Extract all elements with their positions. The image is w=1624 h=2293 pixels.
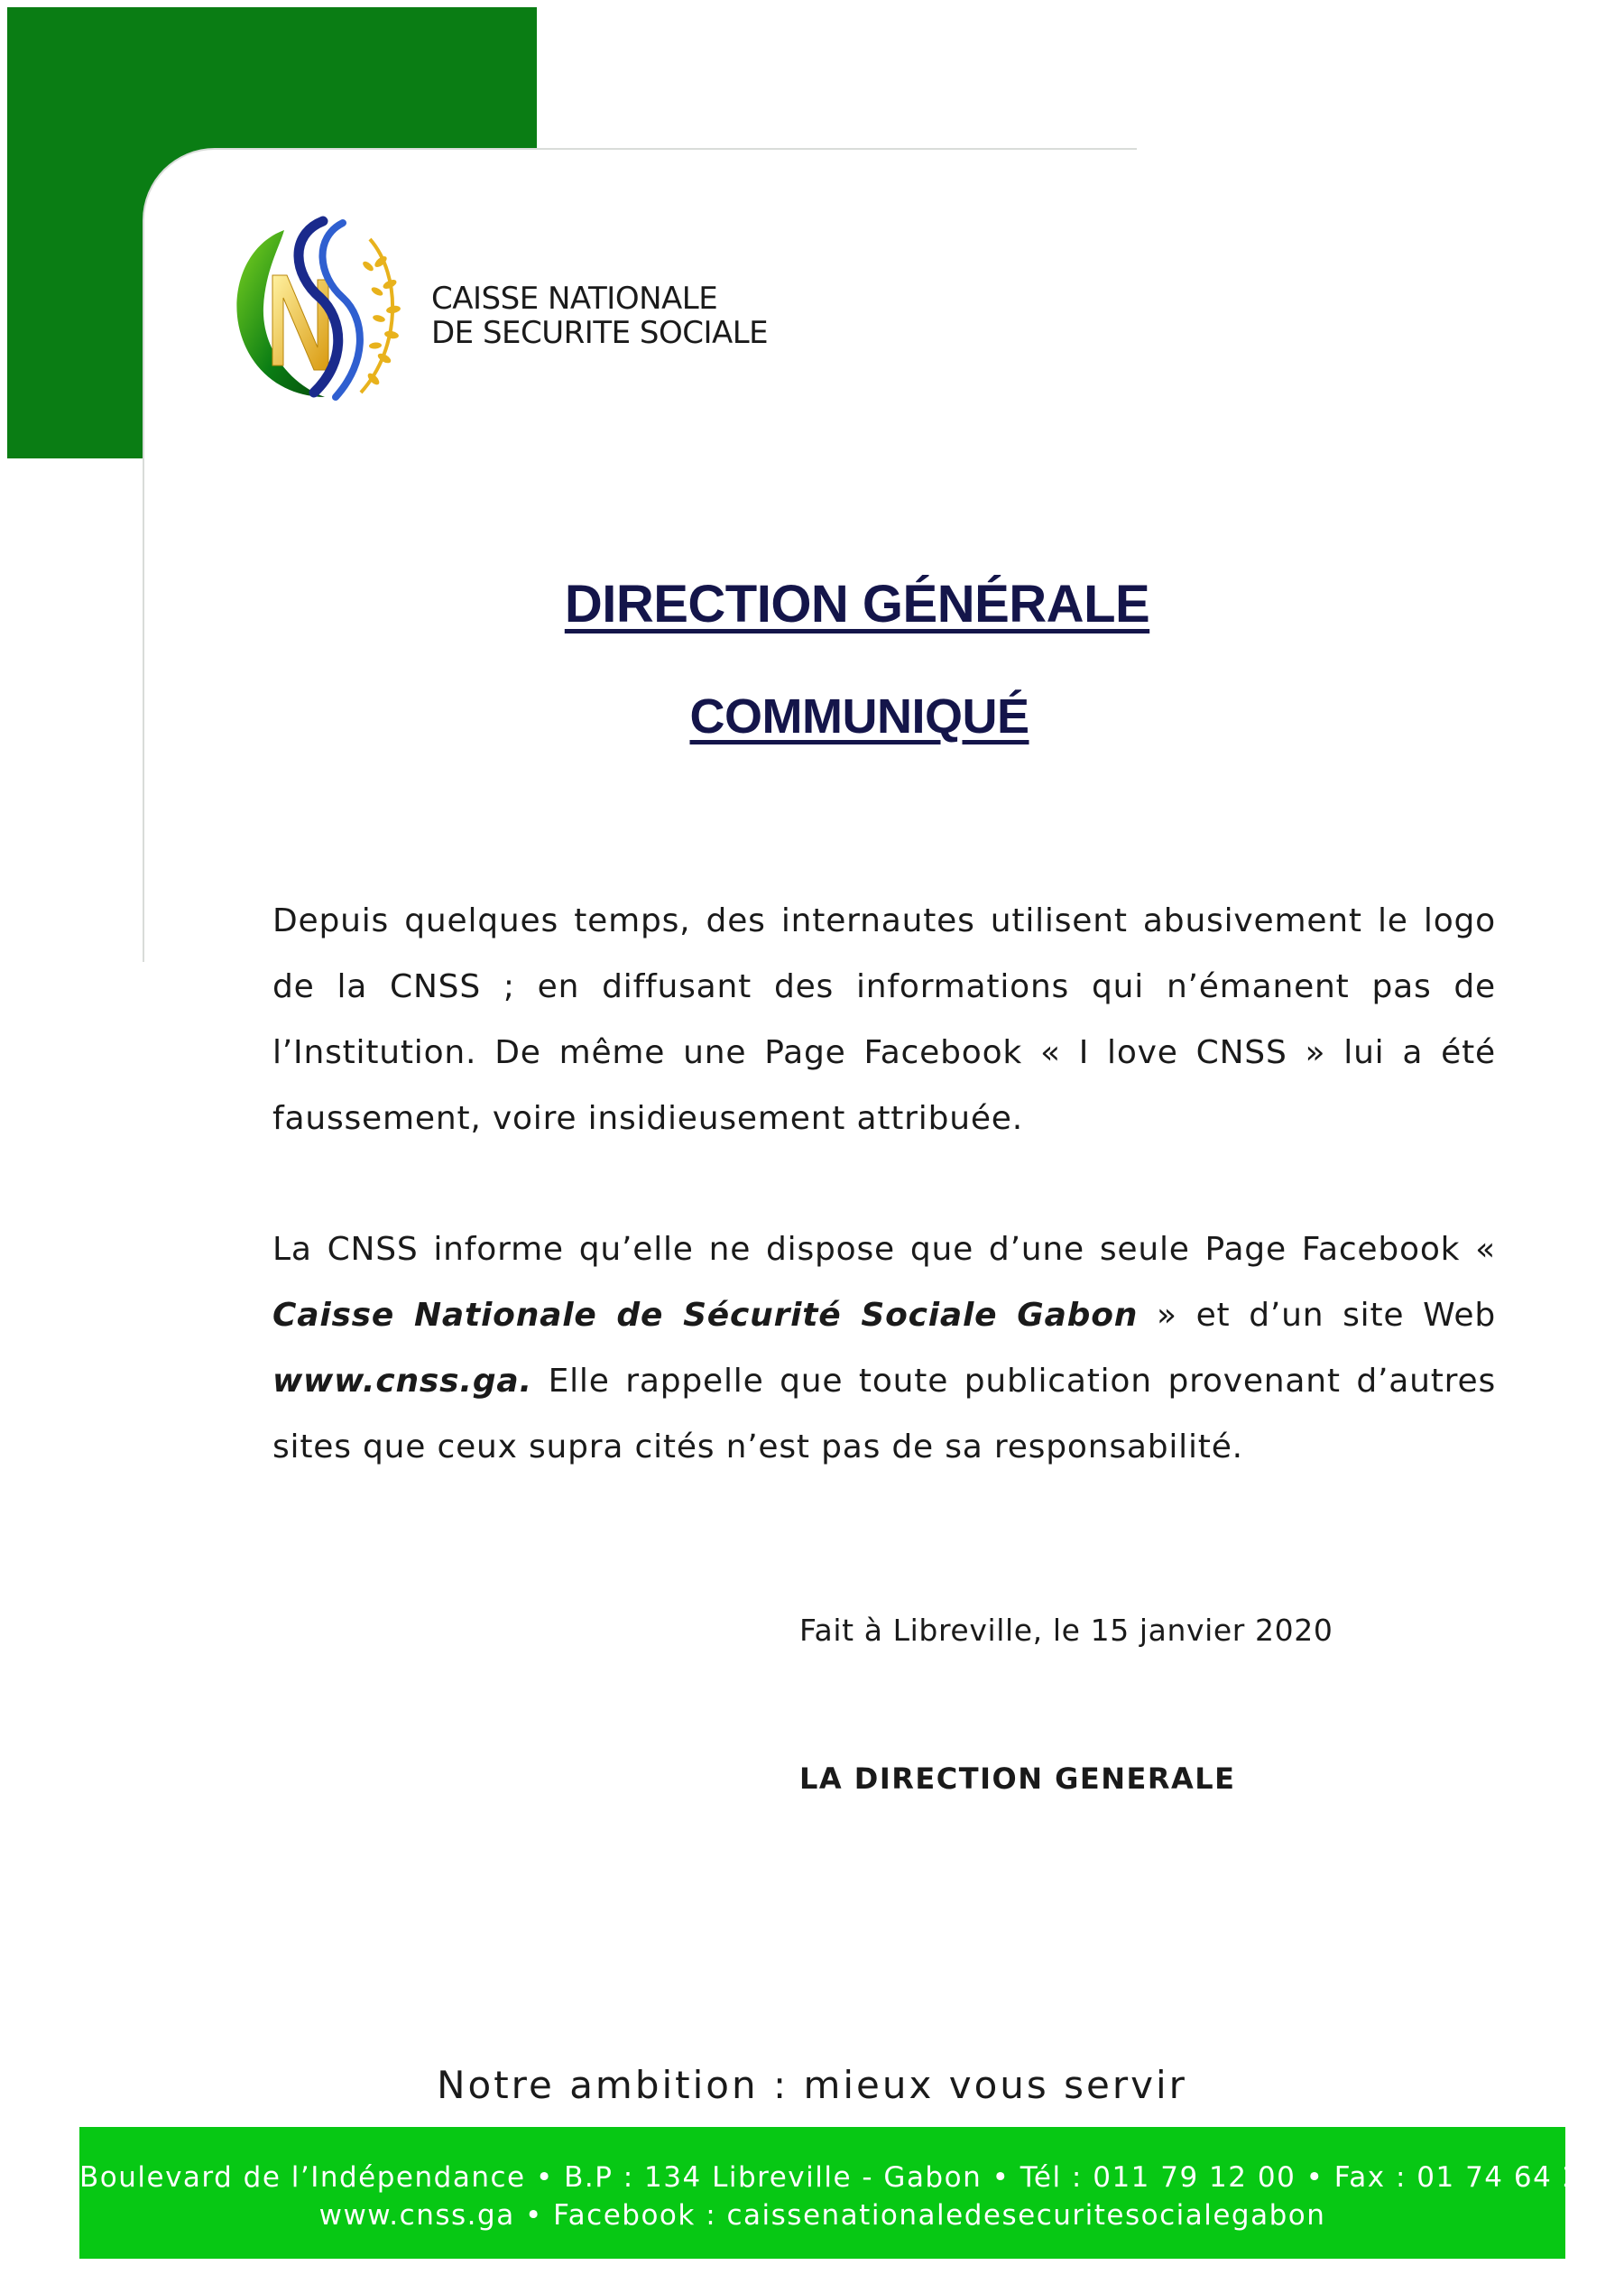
org-name-line2: DE SECURITE SOCIALE bbox=[431, 315, 769, 351]
paragraph-2-part1: La CNSS informe qu’elle ne dispose que d’une seule Page Facebook « bbox=[272, 1231, 1496, 1268]
slogan: Notre ambition : mieux vous servir bbox=[437, 2063, 1187, 2107]
facebook-page-name: Caisse Nationale de Sécurité Sociale Gabon bbox=[272, 1297, 1139, 1334]
paragraph-2-part2: » et d’un site Web bbox=[1138, 1297, 1496, 1334]
footer-web: www.cnss.ga • Facebook : caissenationaledesecuritesocialegabon bbox=[318, 2199, 1326, 2232]
organization-name bbox=[431, 282, 768, 350]
title-communique-text: COMMUNIQUÉ bbox=[689, 689, 1029, 744]
paragraph-2-part3: Elle rappelle que toute publication provenant d’autres sites que ceux supra cités n’est pas de sa responsabilité. bbox=[272, 1363, 1496, 1465]
paragraph-2 bbox=[272, 1216, 1496, 1480]
website-link: www.cnss.ga. bbox=[272, 1363, 532, 1400]
signature: LA DIRECTION GENERALE bbox=[799, 1761, 1236, 1796]
paragraph-1: Depuis quelques temps, des internautes utilisent abusivement le logo de la CNSS ; en diffusant des informations qui n’émanent pas de l’Institution. De même une Page Facebook « I love CNSS » lui a été faussement, voire insidieusement attribuée. bbox=[272, 902, 1496, 1137]
title-communique bbox=[0, 689, 1624, 744]
title-direction-text: DIRECTION GÉNÉRALE bbox=[564, 575, 1150, 633]
footer-address: Boulevard de l’Indépendance • B.P : 134 Libreville - Gabon • Tél : 011 79 12 00 • Fax : 01 74 64 25 bbox=[79, 2161, 1601, 2194]
footer-bar bbox=[79, 2127, 1601, 2259]
title-direction bbox=[0, 574, 1624, 634]
cnss-logo-icon bbox=[217, 212, 415, 411]
place-date: Fait à Libreville, le 15 janvier 2020 bbox=[799, 1613, 1333, 1648]
org-name-line1: CAISSE NATIONALE bbox=[431, 281, 718, 317]
